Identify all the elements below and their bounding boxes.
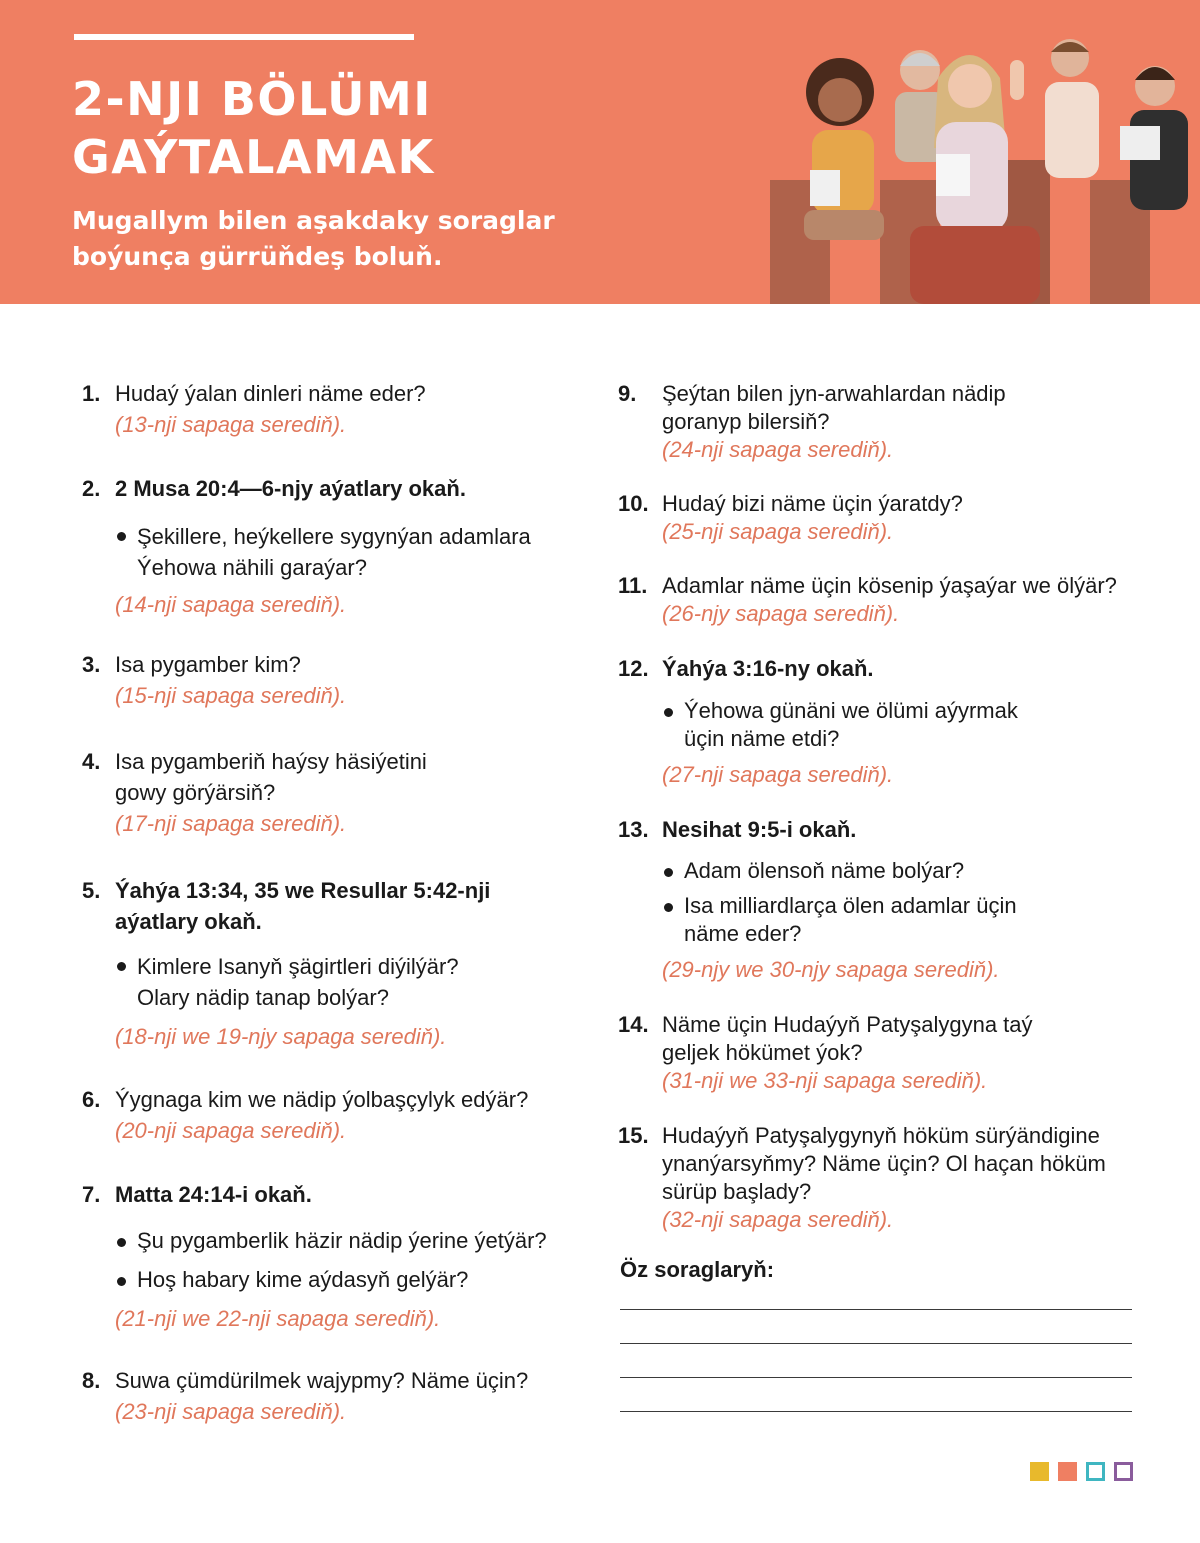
lesson-reference: (18-nji we 19-njy sapaga serediň). — [115, 1024, 447, 1049]
question-number: 14. — [618, 1012, 649, 1037]
answer-line-4 — [620, 1411, 1132, 1412]
question-number: 6. — [82, 1087, 101, 1112]
lesson-reference: (29-njy we 30-njy sapaga serediň). — [662, 957, 1000, 982]
question-number: 5. — [82, 878, 101, 903]
question-text: Hudaý bizi näme üçin ýaratdy? — [662, 491, 963, 516]
question-text: Matta 24:14-i okaň. — [115, 1182, 312, 1207]
bullet-item: Ýehowa günäni we ölümi aýyrmak üçin näme etdi? — [662, 697, 1044, 753]
bullet-item: Isa milliardlarça ölen adamlar üçin näme eder? — [662, 892, 1054, 948]
question-9 — [618, 380, 1138, 464]
question-number: 12. — [618, 656, 649, 681]
lesson-reference: (32-nji sapaga serediň). — [662, 1207, 894, 1232]
orange-square-icon — [1058, 1462, 1077, 1481]
question-number: 9. — [618, 381, 637, 406]
question-number: 7. — [82, 1182, 101, 1207]
bullet-item: Kimlere Isanyň şägirtleri diýilýär? Olary nädip tanap bolýar? — [115, 951, 497, 1013]
question-text: Suwa çümdürilmek wajypmy? Näme üçin? — [115, 1368, 529, 1393]
question-11 — [618, 572, 1138, 628]
question-8 — [82, 1367, 582, 1426]
lesson-reference: (26-njy sapaga serediň). — [662, 601, 900, 626]
bullet-item: Hoş habary kime aýdasyň gelýär? — [115, 1266, 582, 1294]
question-number: 8. — [82, 1368, 101, 1393]
question-10 — [618, 490, 1138, 546]
left-column — [82, 380, 582, 1426]
purple-square-outline-icon — [1114, 1462, 1133, 1481]
question-2 — [82, 475, 582, 619]
question-3 — [82, 651, 582, 710]
question-15 — [618, 1122, 1138, 1234]
question-1 — [82, 380, 582, 439]
question-4 — [82, 746, 582, 839]
lesson-reference: (31-nji we 33-nji sapaga serediň). — [662, 1068, 988, 1093]
question-text: Şeýtan bilen jyn-arwahlardan nädip goranyp bilersiň? — [662, 381, 1006, 434]
lesson-reference: (14-nji sapaga serediň). — [115, 592, 347, 617]
question-14 — [618, 1011, 1138, 1095]
answer-line-1 — [620, 1309, 1132, 1310]
question-number: 3. — [82, 652, 101, 677]
bullet-item: Adam ölensoň näme bolýar? — [662, 857, 1138, 885]
lesson-reference: (25-nji sapaga serediň). — [662, 519, 894, 544]
header-rule — [74, 34, 414, 40]
students-illustration — [760, 30, 1200, 304]
header-banner — [0, 0, 1200, 304]
question-text: Nesihat 9:5-i okaň. — [662, 817, 857, 842]
question-number: 15. — [618, 1123, 649, 1148]
answer-line-2 — [620, 1343, 1132, 1344]
bullet-item: Şu pygamberlik häzir nädip ýerine ýetýär? — [115, 1227, 582, 1255]
title-line-2: GAÝTALAMAK — [72, 130, 435, 184]
yellow-square-icon — [1030, 1462, 1049, 1481]
question-text: Isa pygamber kim? — [115, 652, 301, 677]
lesson-reference: (23-nji sapaga serediň). — [115, 1399, 347, 1424]
bullet-item: Şekillere, heýkellere sygynýan adamlara Ýehowa nähili garaýar? — [115, 521, 582, 583]
question-text: Isa pygamberiň haýsy häsiýetini gowy görýärsiň? — [115, 749, 427, 805]
question-5 — [82, 875, 582, 1052]
answer-line-3 — [620, 1377, 1132, 1378]
question-text: Ýahýa 3:16-ny okaň. — [662, 656, 874, 681]
question-number: 11. — [618, 573, 648, 598]
question-7 — [82, 1181, 582, 1333]
question-text: Hudaýyň Patyşalygynyň höküm sürýändigine ynanýarsyňmy? Näme üçin? Ol haçan höküm sürüp başlady? — [662, 1123, 1106, 1204]
question-text: Näme üçin Hudaýyň Patyşalygyna taý geljek hökümet ýok? — [662, 1012, 1033, 1065]
question-13 — [618, 816, 1138, 984]
title-line-1: 2-NJI BÖLÜMI — [72, 72, 432, 126]
lesson-reference: (24-nji sapaga serediň). — [662, 437, 894, 462]
question-12 — [618, 655, 1138, 789]
question-text: Ýygnaga kim we nädip ýolbaşçylyk edýär? — [115, 1087, 529, 1112]
question-text: Adamlar näme üçin kösenip ýaşaýar we ölýär? — [662, 573, 1117, 598]
page-title — [72, 70, 435, 186]
right-column — [618, 380, 1138, 1234]
question-text: 2 Musa 20:4—6-njy aýatlary okaň. — [115, 476, 466, 501]
question-6 — [82, 1086, 582, 1145]
question-number: 10. — [618, 491, 649, 516]
lesson-reference: (21-nji we 22-nji sapaga serediň). — [115, 1306, 441, 1331]
own-questions-label: Öz soraglaryň: — [620, 1257, 775, 1282]
question-text: Hudaý ýalan dinleri näme eder? — [115, 381, 426, 406]
page-subtitle: Mugallym bilen aşakdaky soraglar boýunça gürrüňdeş boluň. — [72, 206, 555, 271]
teal-square-outline-icon — [1086, 1462, 1105, 1481]
lesson-reference: (27-nji sapaga serediň). — [662, 762, 894, 787]
question-number: 4. — [82, 749, 101, 774]
question-number: 13. — [618, 817, 649, 842]
question-number: 1. — [82, 381, 101, 406]
lesson-reference: (13-nji sapaga serediň). — [115, 412, 347, 437]
question-text: Ýahýa 13:34, 35 we Resullar 5:42-nji aýatlary okaň. — [115, 878, 491, 934]
lesson-reference: (17-nji sapaga serediň). — [115, 811, 347, 836]
lesson-reference: (20-nji sapaga serediň). — [115, 1118, 347, 1143]
question-number: 2. — [82, 476, 101, 501]
lesson-reference: (15-nji sapaga serediň). — [115, 683, 347, 708]
